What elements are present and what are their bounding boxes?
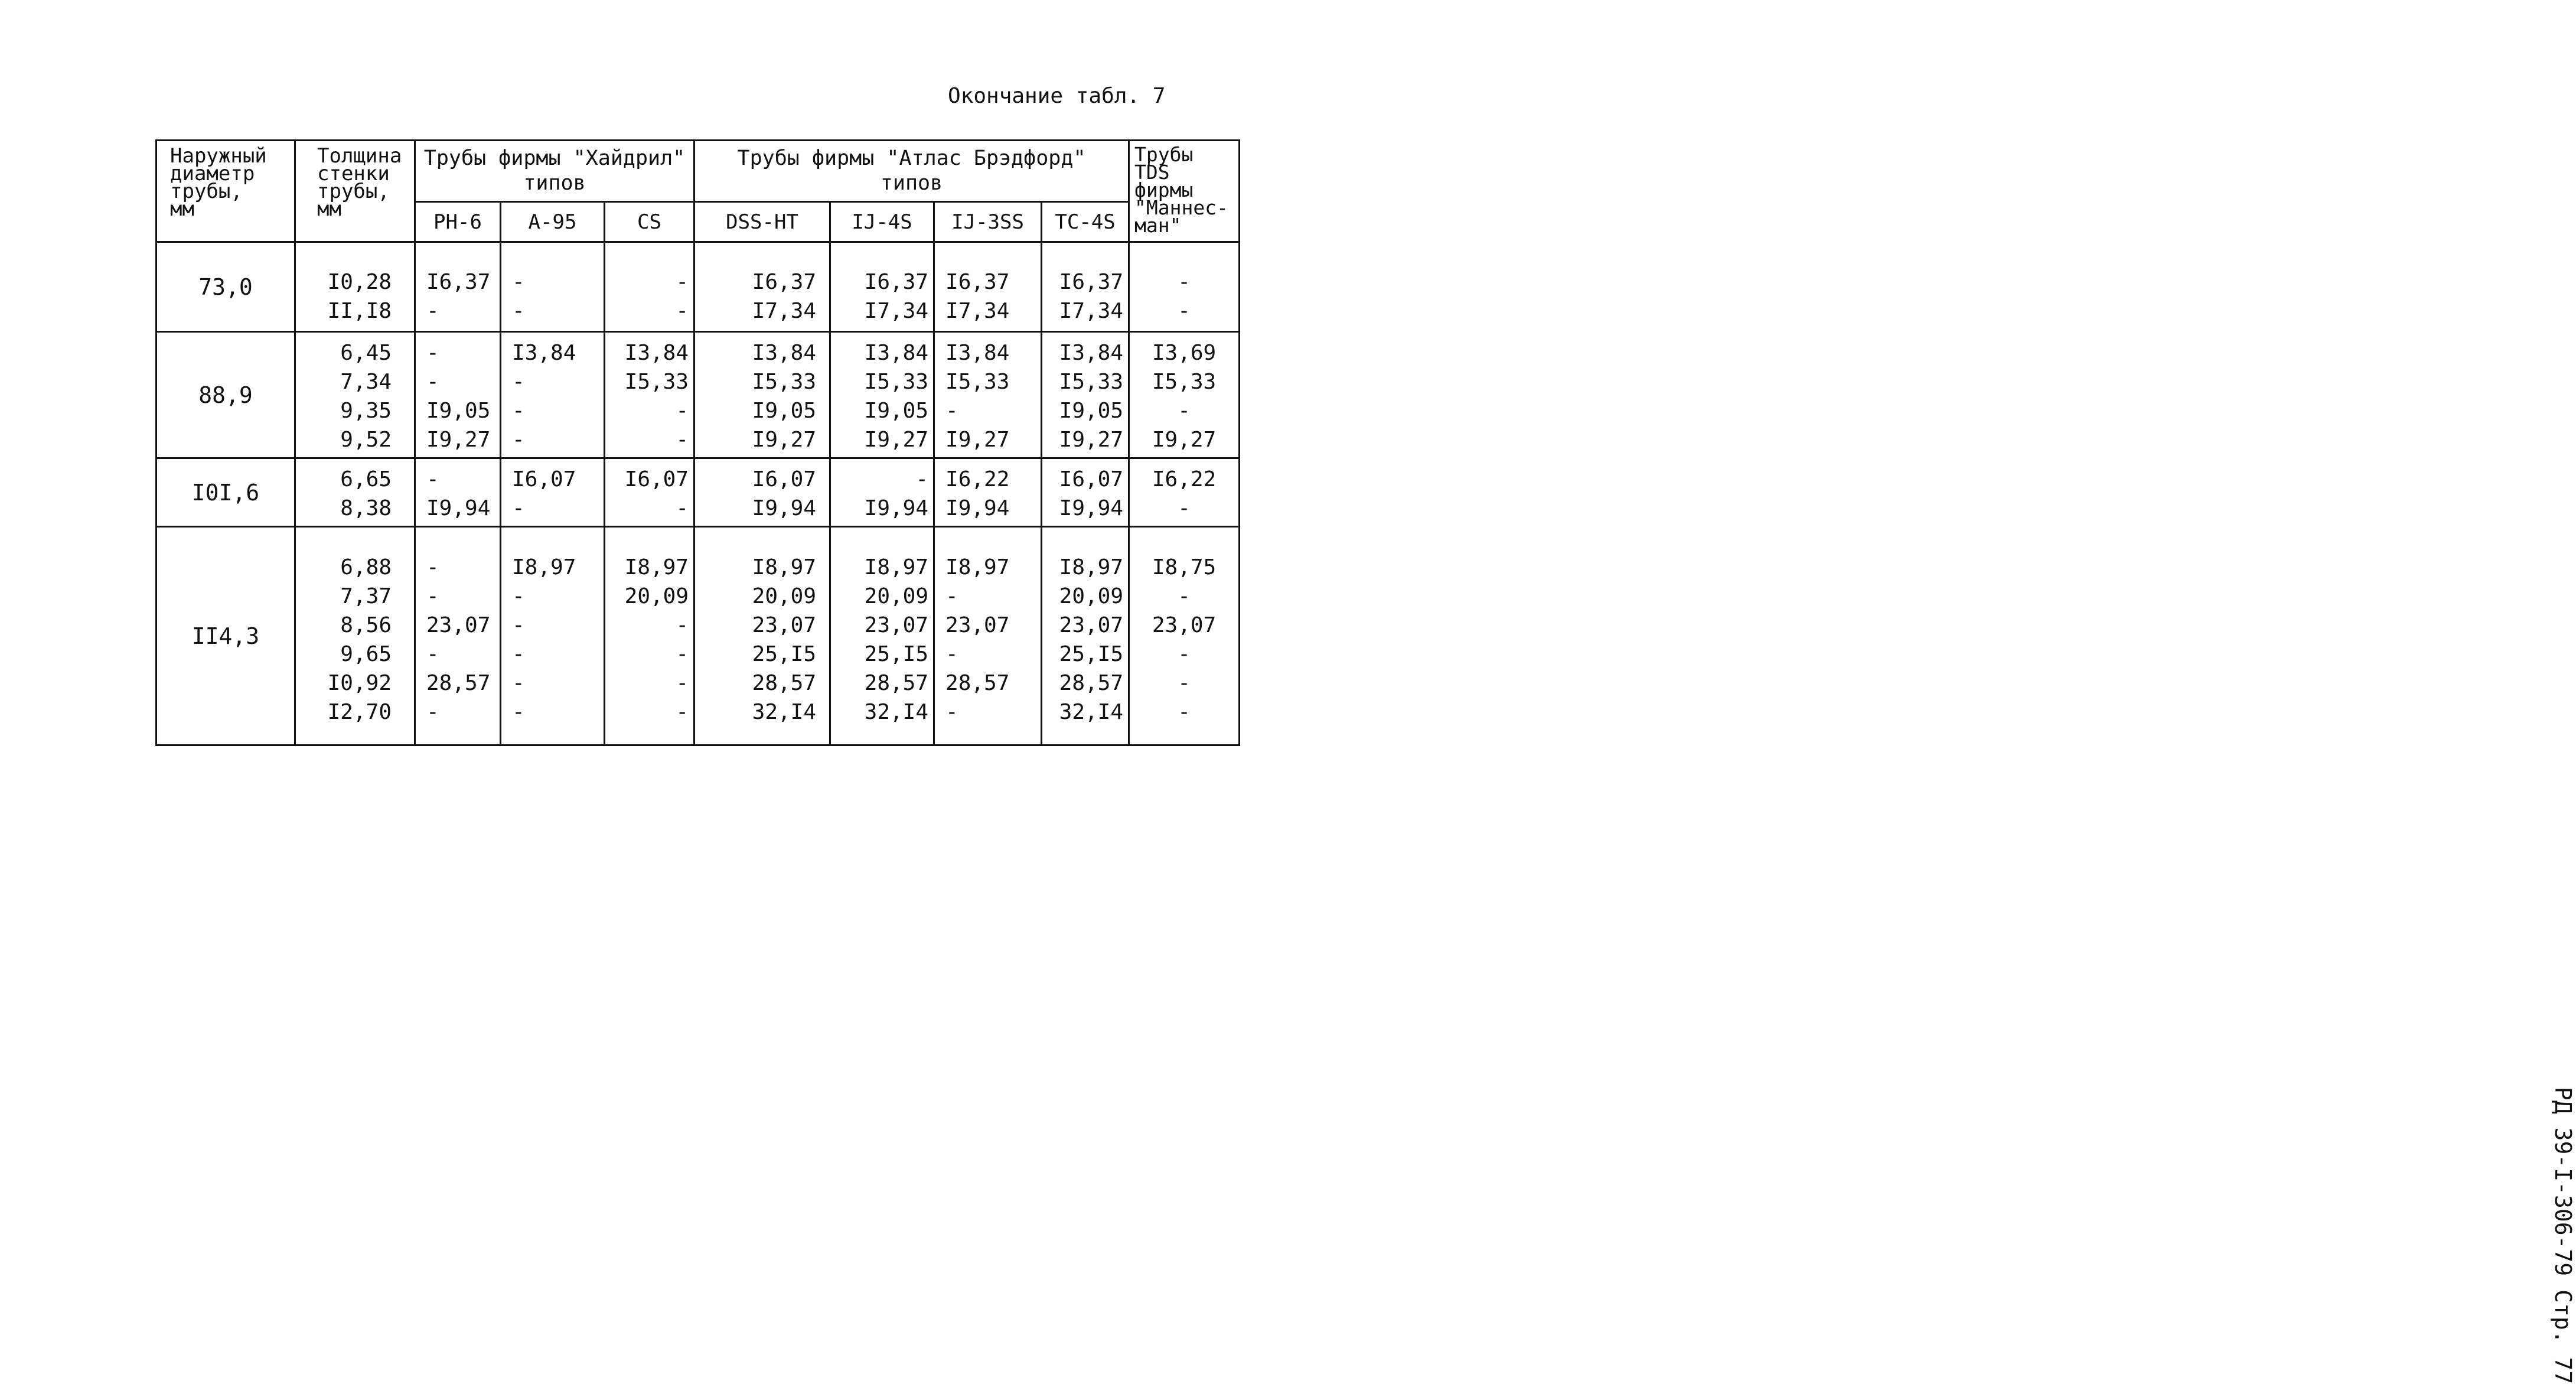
wall-thickness: 8,56 bbox=[340, 613, 392, 637]
header-diameter-line: мм bbox=[170, 197, 194, 221]
header-group-atlas-types: типов bbox=[880, 171, 943, 195]
tds-value-cell bbox=[1129, 458, 1240, 527]
header-group-hydril bbox=[415, 141, 694, 202]
ph6-value-cell bbox=[415, 527, 501, 745]
dss-ht-value: 32,I4 bbox=[752, 699, 817, 724]
ph6-value: I9,27 bbox=[426, 427, 491, 452]
tds-value: I9,27 bbox=[1152, 427, 1217, 452]
dss-ht-value-cell bbox=[694, 332, 830, 458]
cs-value: - bbox=[676, 641, 689, 666]
tc-4s-value: 25,I5 bbox=[1059, 641, 1124, 666]
dss-ht-value: I6,07 bbox=[752, 467, 817, 491]
wall-thickness-cell bbox=[295, 527, 415, 745]
wall-thickness: I0,28 bbox=[327, 269, 392, 294]
cs-value: - bbox=[676, 613, 689, 637]
tds-value: - bbox=[1178, 269, 1191, 294]
cs-value-cell bbox=[605, 527, 694, 745]
header-diameter-line: Наружный bbox=[170, 144, 267, 168]
header-dss-ht: DSS-HT bbox=[694, 202, 830, 242]
ij-4s-value: I6,37 bbox=[864, 269, 929, 294]
ph6-value: - bbox=[426, 555, 439, 579]
header-tds-line: "Маннес- bbox=[1134, 196, 1228, 219]
a95-value: - bbox=[512, 427, 525, 452]
tds-value: - bbox=[1178, 699, 1191, 724]
ph6-value-cell bbox=[415, 242, 501, 332]
header-group-atlas bbox=[694, 141, 1129, 202]
table-row bbox=[156, 527, 1240, 745]
dss-ht-value: I3,84 bbox=[752, 340, 817, 365]
header-cs: CS bbox=[605, 202, 694, 242]
ij-4s-value-cell bbox=[830, 458, 934, 527]
a95-value-cell bbox=[501, 242, 605, 332]
tds-value: - bbox=[1178, 670, 1191, 695]
dss-ht-value-cell bbox=[694, 242, 830, 332]
header-group-hydril-title: Трубы фирмы "Хайдрил" bbox=[423, 146, 686, 170]
tds-value: I8,75 bbox=[1152, 555, 1217, 579]
ij-4s-value-cell bbox=[830, 242, 934, 332]
ij-4s-value: 32,I4 bbox=[864, 699, 929, 724]
ph6-value: 28,57 bbox=[426, 670, 491, 695]
a95-value-cell bbox=[501, 527, 605, 745]
dss-ht-value-cell bbox=[694, 458, 830, 527]
ij-3ss-value: I7,34 bbox=[945, 298, 1010, 323]
wall-thickness-cell bbox=[295, 242, 415, 332]
tc-4s-value: I8,97 bbox=[1059, 555, 1124, 579]
header-diameter-line: диаметр bbox=[170, 162, 255, 185]
tds-value: - bbox=[1178, 641, 1191, 666]
ij-3ss-value: I6,37 bbox=[945, 269, 1010, 294]
dss-ht-value: I5,33 bbox=[752, 369, 817, 394]
tds-value: - bbox=[1178, 398, 1191, 423]
a95-value: - bbox=[512, 584, 525, 608]
a95-value: I8,97 bbox=[512, 555, 576, 579]
header-wall-line: мм bbox=[317, 197, 341, 221]
cs-value: - bbox=[676, 298, 689, 323]
ij-3ss-value: - bbox=[945, 641, 958, 666]
tds-value: - bbox=[1178, 496, 1191, 520]
ij-4s-value: 20,09 bbox=[864, 584, 929, 608]
a95-value: I6,07 bbox=[512, 467, 576, 491]
cs-value: - bbox=[676, 699, 689, 724]
a95-value: - bbox=[512, 398, 525, 423]
ij-3ss-value: - bbox=[945, 699, 958, 724]
wall-thickness: 8,38 bbox=[340, 496, 392, 520]
ij-3ss-value: I5,33 bbox=[945, 369, 1010, 394]
wall-thickness: 6,88 bbox=[340, 555, 392, 579]
a95-value: - bbox=[512, 269, 525, 294]
tds-value-cell bbox=[1129, 527, 1240, 745]
tc-4s-value: I9,05 bbox=[1059, 398, 1124, 423]
tc-4s-value: I9,27 bbox=[1059, 427, 1124, 452]
cs-value-cell bbox=[605, 242, 694, 332]
ph6-value: 23,07 bbox=[426, 613, 491, 637]
cs-value: - bbox=[676, 670, 689, 695]
ij-4s-value: I8,97 bbox=[864, 555, 929, 579]
header-group-hydril-types: типов bbox=[523, 171, 586, 195]
a95-value: - bbox=[512, 670, 525, 695]
cs-value: I5,33 bbox=[624, 369, 689, 394]
ij-4s-value: I7,34 bbox=[864, 298, 929, 323]
dss-ht-value-cell bbox=[694, 527, 830, 745]
ph6-value: - bbox=[426, 298, 439, 323]
ij-3ss-value-cell bbox=[934, 458, 1042, 527]
wall-thickness: 9,65 bbox=[340, 641, 392, 666]
ij-3ss-value: I8,97 bbox=[945, 555, 1010, 579]
tc-4s-value: I5,33 bbox=[1059, 369, 1124, 394]
ij-4s-value: - bbox=[915, 467, 929, 491]
tds-value: - bbox=[1178, 298, 1191, 323]
header-wall-line: Толщина bbox=[317, 144, 402, 168]
dss-ht-value: 28,57 bbox=[752, 670, 817, 695]
ij-3ss-value: - bbox=[945, 398, 958, 423]
table-row bbox=[156, 242, 1240, 332]
a95-value: I3,84 bbox=[512, 340, 576, 365]
ph6-value: - bbox=[426, 641, 439, 666]
dss-ht-value: 23,07 bbox=[752, 613, 817, 637]
ij-4s-value: I5,33 bbox=[864, 369, 929, 394]
diameter-cell: 73,0 bbox=[156, 242, 295, 332]
cs-value: I6,07 bbox=[624, 467, 689, 491]
ij-3ss-value-cell bbox=[934, 332, 1042, 458]
a95-value-cell bbox=[501, 458, 605, 527]
header-tds-line: фирмы bbox=[1134, 178, 1194, 201]
tds-value: - bbox=[1178, 584, 1191, 608]
tds-value: I3,69 bbox=[1152, 340, 1217, 365]
header-wall-line: трубы, bbox=[317, 180, 390, 203]
tc-4s-value: 28,57 bbox=[1059, 670, 1124, 695]
wall-thickness: 9,52 bbox=[340, 427, 392, 452]
tc-4s-value: I6,37 bbox=[1059, 269, 1124, 294]
header-ph6: PH-6 bbox=[415, 202, 501, 242]
header-tds-line: ман" bbox=[1134, 214, 1182, 237]
ph6-value: - bbox=[426, 699, 439, 724]
wall-thickness: 7,37 bbox=[340, 584, 392, 608]
wall-thickness-cell bbox=[295, 458, 415, 527]
side-label-container bbox=[1283, 543, 2576, 1384]
header-wall-line: стенки bbox=[317, 162, 390, 185]
ph6-value: I9,05 bbox=[426, 398, 491, 423]
ij-3ss-value-cell bbox=[934, 242, 1042, 332]
diameter-cell: 88,9 bbox=[156, 332, 295, 458]
ph6-value: I9,94 bbox=[426, 496, 491, 520]
ij-3ss-value: I9,27 bbox=[945, 427, 1010, 452]
ij-4s-value: I9,05 bbox=[864, 398, 929, 423]
ij-4s-value: 28,57 bbox=[864, 670, 929, 695]
header-tds bbox=[1129, 141, 1240, 242]
ij-4s-value-cell bbox=[830, 332, 934, 458]
table-row bbox=[156, 458, 1240, 527]
table-caption: Окончание табл. 7 bbox=[948, 84, 1166, 108]
a95-value: - bbox=[512, 496, 525, 520]
tc-4s-value-cell bbox=[1042, 527, 1129, 745]
tc-4s-value: I3,84 bbox=[1059, 340, 1124, 365]
dss-ht-value: I9,05 bbox=[752, 398, 817, 423]
wall-thickness: 7,34 bbox=[340, 369, 392, 394]
header-tds-line: Трубы TDS bbox=[1134, 143, 1194, 184]
ij-4s-value: 25,I5 bbox=[864, 641, 929, 666]
wall-thickness: I2,70 bbox=[327, 699, 392, 724]
wall-thickness: 6,45 bbox=[340, 340, 392, 365]
ij-4s-value: I9,94 bbox=[864, 496, 929, 520]
tc-4s-value: 20,09 bbox=[1059, 584, 1124, 608]
ij-4s-value: I3,84 bbox=[864, 340, 929, 365]
a95-value: - bbox=[512, 641, 525, 666]
header-group-atlas-title: Трубы фирмы "Атлас Брэдфорд" bbox=[737, 146, 1086, 170]
dss-ht-value: I6,37 bbox=[752, 269, 817, 294]
cs-value-cell bbox=[605, 458, 694, 527]
ph6-value: I6,37 bbox=[426, 269, 491, 294]
tds-value: 23,07 bbox=[1152, 613, 1217, 637]
tc-4s-value-cell bbox=[1042, 458, 1129, 527]
a95-value: - bbox=[512, 369, 525, 394]
a95-value: - bbox=[512, 298, 525, 323]
cs-value: I8,97 bbox=[624, 555, 689, 579]
dss-ht-value: I9,94 bbox=[752, 496, 817, 520]
header-ij-4s: IJ-4S bbox=[830, 202, 934, 242]
wall-thickness: II,I8 bbox=[327, 298, 392, 323]
a95-value: - bbox=[512, 613, 525, 637]
cs-value: I3,84 bbox=[624, 340, 689, 365]
dss-ht-value: 20,09 bbox=[752, 584, 817, 608]
tds-value: I6,22 bbox=[1152, 467, 1217, 491]
dss-ht-value: 25,I5 bbox=[752, 641, 817, 666]
cs-value: - bbox=[676, 269, 689, 294]
header-tc-4s: TC-4S bbox=[1042, 202, 1129, 242]
wall-thickness-cell bbox=[295, 332, 415, 458]
wall-thickness: 6,65 bbox=[340, 467, 392, 491]
header-diameter bbox=[156, 141, 295, 242]
pipe-data-table bbox=[155, 139, 1240, 746]
side-page-label: РД 39-I-306-79 Стр. 77 bbox=[2550, 1087, 2576, 1384]
ij-3ss-value: I3,84 bbox=[945, 340, 1010, 365]
tds-value: I5,33 bbox=[1152, 369, 1217, 394]
cs-value: 20,09 bbox=[624, 584, 689, 608]
header-diameter-line: трубы, bbox=[170, 180, 243, 203]
tc-4s-value: I7,34 bbox=[1059, 298, 1124, 323]
cs-value-cell bbox=[605, 332, 694, 458]
ij-3ss-value: - bbox=[945, 584, 958, 608]
a95-value-cell bbox=[501, 332, 605, 458]
ij-4s-value: 23,07 bbox=[864, 613, 929, 637]
ij-3ss-value: I9,94 bbox=[945, 496, 1010, 520]
ph6-value-cell bbox=[415, 332, 501, 458]
wall-thickness: 9,35 bbox=[340, 398, 392, 423]
ij-3ss-value: I6,22 bbox=[945, 467, 1010, 491]
diameter-cell: I0I,6 bbox=[156, 458, 295, 527]
cs-value: - bbox=[676, 398, 689, 423]
ij-4s-value-cell bbox=[830, 527, 934, 745]
tc-4s-value-cell bbox=[1042, 332, 1129, 458]
ph6-value: - bbox=[426, 369, 439, 394]
ph6-value: - bbox=[426, 584, 439, 608]
wall-thickness: I0,92 bbox=[327, 670, 392, 695]
table-row bbox=[156, 332, 1240, 458]
tc-4s-value: I6,07 bbox=[1059, 467, 1124, 491]
cs-value: - bbox=[676, 496, 689, 520]
header-a95: A-95 bbox=[501, 202, 605, 242]
ph6-value-cell bbox=[415, 458, 501, 527]
a95-value: - bbox=[512, 699, 525, 724]
tc-4s-value: 32,I4 bbox=[1059, 699, 1124, 724]
ij-3ss-value: 28,57 bbox=[945, 670, 1010, 695]
table-body bbox=[156, 242, 1240, 745]
ij-3ss-value-cell bbox=[934, 527, 1042, 745]
dss-ht-value: I7,34 bbox=[752, 298, 817, 323]
header-wall bbox=[295, 141, 415, 242]
ij-4s-value: I9,27 bbox=[864, 427, 929, 452]
ij-3ss-value: 23,07 bbox=[945, 613, 1010, 637]
header-ij-3ss: IJ-3SS bbox=[934, 202, 1042, 242]
dss-ht-value: I9,27 bbox=[752, 427, 817, 452]
tc-4s-value: 23,07 bbox=[1059, 613, 1124, 637]
cs-value: - bbox=[676, 427, 689, 452]
diameter-cell: II4,3 bbox=[156, 527, 295, 745]
ph6-value: - bbox=[426, 467, 439, 491]
tc-4s-value-cell bbox=[1042, 242, 1129, 332]
tds-value-cell bbox=[1129, 242, 1240, 332]
tds-value-cell bbox=[1129, 332, 1240, 458]
tc-4s-value: I9,94 bbox=[1059, 496, 1124, 520]
dss-ht-value: I8,97 bbox=[752, 555, 817, 579]
ph6-value: - bbox=[426, 340, 439, 365]
